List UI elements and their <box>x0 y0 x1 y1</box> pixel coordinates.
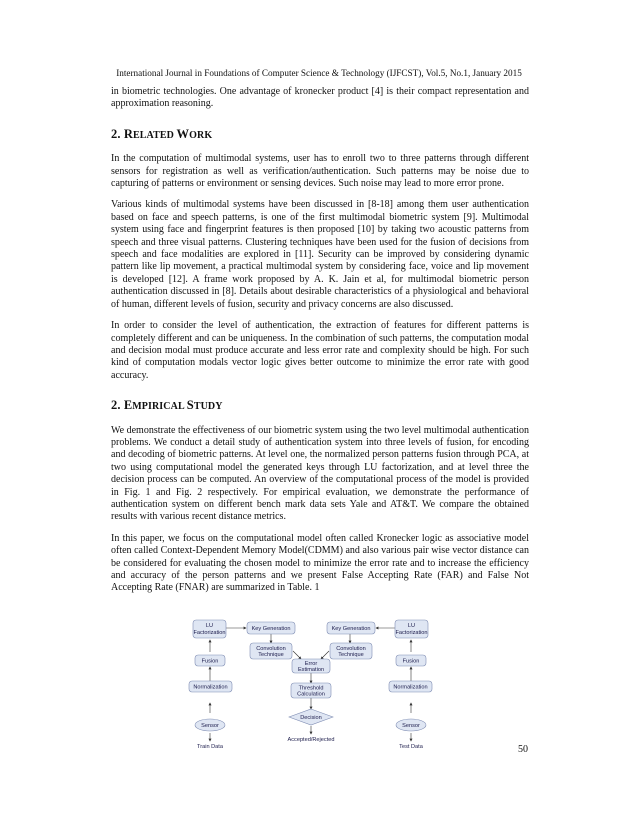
section-heading-empirical-study: 2. EMPIRICAL STUDY <box>111 398 223 413</box>
test-data-label: Test Data <box>399 744 423 750</box>
system-flow-diagram <box>183 617 455 756</box>
lu-right-label-1: LU <box>407 623 416 629</box>
page-number: 50 <box>518 744 528 755</box>
sensor-left-label: Sensor <box>201 723 219 729</box>
related-paragraph-2: Various kinds of multimodal systems have been discussed in [8-18] among them user authentication based on face and speech patterns, is one of the first multimodal biometric system [9]. Multimodal system using face and fingerprint features is then proposed [10] by taking two acoustic patterns from speech and three visual patterns. Clustering techniques have been used for the fusion of decisions from speech and face modalities are explored in [11]. Security can be improved by considering dynamic pattern like lip movement, a practical multimodal system by considering face, voice and lip movement is developed [12]. A frame work proposed by A. K. Jain et al, for multimodal biometric person authentication discussed in [8]. Details about desirable characteristics of a physiological and behavioral of human, different levels of fusion, security and privacy concerns are also discussed. <box>111 199 529 310</box>
related-paragraph-3: In order to consider the level of authentication, the extraction of features for different patterns is completely different and can be uniqueness. In the combination of such patterns, the computation modal and decision modal must produce accurate and less error rate and complexity should be high. For such kind of computation modals vector logic gives better outcome to minimize the error rate with good accuracy. <box>111 320 529 381</box>
fusion-right-label: Fusion <box>402 658 420 665</box>
accepted-rejected-label: Accepted/Rejected <box>287 737 335 743</box>
decision-label: Decision <box>300 715 322 721</box>
conv-left-label-1: Convolution <box>256 646 286 652</box>
keygen-right-label: Key Generation <box>331 626 371 632</box>
threshold-label-2: Calculation <box>297 691 325 698</box>
keygen-left-label: Key Generation <box>251 626 291 632</box>
lu-left-label-1: LU <box>205 623 214 629</box>
fusion-left-label: Fusion <box>201 658 219 665</box>
conv-right-label-1: Convolution <box>336 646 366 652</box>
section-heading-related-work: 2. RELATED WORK <box>111 126 213 141</box>
sensor-right-label: Sensor <box>402 723 420 729</box>
error-label-2: Estimation <box>297 667 325 673</box>
lu-left-label-2: Factorization <box>193 630 226 636</box>
conv-right-label-2: Technique <box>338 652 364 658</box>
body-text <box>111 86 529 604</box>
norm-left-label: Normalization <box>193 684 228 691</box>
lu-right-label-2: Factorization <box>395 630 428 636</box>
norm-right-label: Normalization <box>393 684 428 691</box>
empirical-paragraph-2: In this paper, we focus on the computational model often called Kronecker logic as associative model often called Context-Dependent Memory Model(CDMM) and also various pair wise vector distance can be considered for evaluating the chosen model to minimize the error rate and to increase the efficiency and accuracy of the person patterns and we present False Accepting Rate (FAR) and False Not Accepting Rate (FNAR) are summarized in Table. 1 <box>111 532 529 594</box>
intro-continuation: in biometric technologies. One advantage of kronecker product [4] is their compact representation and approximation reasoning. <box>111 86 529 110</box>
threshold-label-1: Threshold <box>298 685 324 692</box>
conv-left-label-2: Technique <box>258 652 284 658</box>
empirical-paragraph-1: We demonstrate the effectiveness of our biometric system using the two level multimodal authentication problems. We conduct a detail study of authentication system into three levels of fusion, for encoding and decoding of biometric patterns. At level one, the normalized person patterns fusion through PCA, at two using computational model the generated keys through LU factorization, and at level three the decision process can be computed. An overview of the computational process of the model is provided in Fig. 1 and Fig. 2 respectively. For empirical evaluation, we demonstrate the performance of authentication system on different bench mark data sets Yale and AT&T. We compare the obtained results with various recent distance metrics. <box>111 424 529 523</box>
train-data-label: Train Data <box>197 744 223 750</box>
related-paragraph-1: In the computation of multimodal systems, user has to enroll two to three patterns through different sensors for registration as well as verification/authentication. Such patterns may be noise due to capturing of patterns or environment or sensing devices. Such noise may lead to more error prone. <box>111 153 529 190</box>
error-label-1: Error <box>304 661 318 667</box>
running-header: International Journal in Foundations of Computer Science & Technology (IJFCST), Vol.5, No.1, January 2015 <box>116 68 522 78</box>
